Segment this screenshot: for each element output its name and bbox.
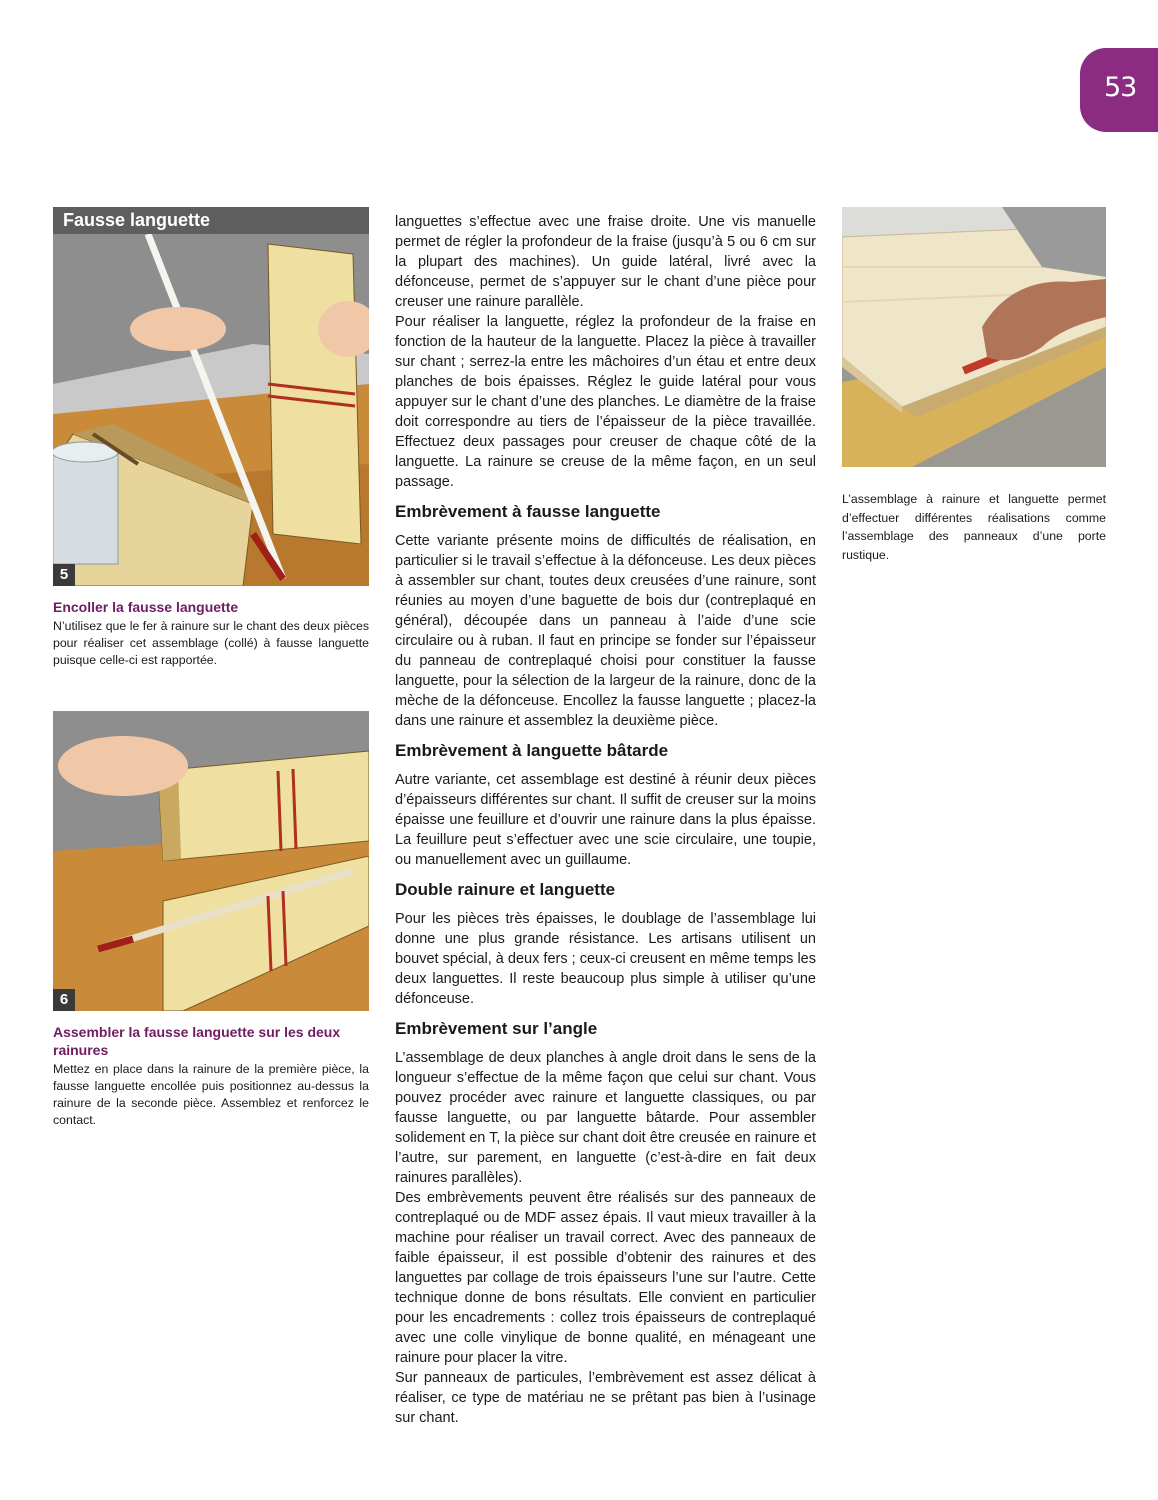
figure-6-number: 6 [53,989,75,1011]
figure-5-title: Encoller la fausse languette [53,599,239,615]
sidebar-box-title: Fausse languette [53,207,369,234]
figure-5-text: N’utilisez que le fer à rainure sur le chant des deux pièces pour réaliser cet assemblage (collé) à fausse languette puisque celle-ci est rapportée. [53,619,369,667]
paragraph-angle-2: Des embrèvements peuvent être réalisés sur des panneaux de contreplaqué ou de MDF assez épais. Il vaut mieux travailler à la machine pour réaliser un travail correct. Avec des panneaux de faible épaisseur, il est possible d’obtenir des rainures et des languettes par collage de trois épaisseurs l’une sur l’autre. Cette technique donne de bons résultats. Elle convient en particulier pour les encadrements : collez trois épaisseurs de contreplaqué avec une colle vinylique de bonne qualité, en ménageant une rainure pour placer la vitre. [395,1190,816,1366]
photo-caption: L’assemblage à rainure et languette permet d’effectuer différentes réalisations comme l’assemblage des panneaux d’une porte rustique. [842,492,1106,562]
intro-paragraph-2: Pour réaliser la languette, réglez la profondeur de la fraise en fonction de la hauteur de la languette. Placez la pièce à travailler sur chant ; serrez-la entre les mâchoires d’un étau et entre deux planches de bois épaisses. Réglez le guide latéral pour vous appuyer sur le chant d’une des planches. Le diamètre de la fraise doit correspondre au tiers de l’épaisseur de la pièce travaillée. Effectuez deux passages pour creuser de chaque côté de la languette. La rainure se creuse de la même façon, en un seul passage. [395,314,816,490]
figure-6-illustration [53,711,369,1011]
figure-6-title: Assembler la fausse languette sur les deux rainures [53,1024,341,1058]
intro-paragraph-1: languettes s’effectue avec une fraise droite. Une vis manuelle permet de régler la profondeur de la fraise (jusqu’à 5 ou 6 cm sur la plupart des machines). Un guide latéral, livré avec la défonceuse, permet de s’appuyer sur le chant d’une pièce pour creuser une rainure parallèle. [395,214,816,310]
heading-angle: Embrèvement sur l’angle [395,1019,598,1038]
glue-tongue-illustration-icon [53,234,369,586]
heading-double-rainure: Double rainure et languette [395,880,616,899]
tongue-groove-photo-icon [842,207,1106,467]
heading-fausse-languette: Embrèvement à fausse languette [395,502,661,521]
sidebar-box [53,207,369,1129]
assemble-tongue-illustration-icon [53,711,369,1011]
paragraph-languette-batarde: Autre variante, cet assemblage est destiné à réunir deux pièces d’épaisseurs différentes sur chant. Il suffit de creuser sur la moins épaisse une feuillure et d’ouvrir une rainure dans la plus épaisse. La feuillure peut s’effectuer avec une scie circulaire, une toupie, ou manuellement avec un guillaume. [395,772,816,868]
figure-5-number: 5 [53,564,75,586]
paragraph-angle-3: Sur panneaux de particules, l’embrèvement est assez délicat à réaliser, ce type de matériau ne se prêtant pas bien à l’usinage sur chant. [395,1370,816,1426]
heading-languette-batarde: Embrèvement à languette bâtarde [395,741,669,760]
main-article [395,212,816,1428]
right-photo-block [842,207,1106,564]
figure-5-illustration [53,234,369,586]
paragraph-angle-1: L’assemblage de deux planches à angle droit dans le sens de la longueur s’effectue de la même façon que celui sur chant. Vous pouvez procéder avec rainure et languette classiques, ou par fausse languette, ou par languette bâtarde. Pour assembler solidement en T, la pièce sur chant doit être creusée en rainure et l’autre, sur parement, en languette (c’est-à-dire en fait deux rainures parallèles). [395,1050,816,1186]
paragraph-fausse-languette: Cette variante présente moins de difficultés de réalisation, en particulier si le travail s’effectue à la défonceuse. Les deux pièces à assembler sur chant, toutes deux creusées d’une rainure, sont réunies au moyen d’une baguette de bois dur (contreplaqué en général), découpée dans un panneau à l’aide d’une scie circulaire ou à ruban. Il faut en principe se fonder sur l’épaisseur du panneau de contreplaqué choisi pour constituer la fausse languette, pour la sélection de la largeur de la rainure, donc de la mèche de la défonceuse. Encollez la fausse languette ; placez-la dans une rainure et assemblez la deuxième pièce. [395,533,816,729]
figure-6-text: Mettez en place dans la rainure de la première pièce, la fausse languette encollée puis positionnez au-dessus la rainure de la seconde pièce. Assemblez et renforcez le contact. [53,1062,369,1127]
paragraph-double-rainure: Pour les pièces très épaisses, le doublage de l’assemblage lui donne une plus grande résistance. Les artisans utilisent un bouvet spécial, à deux fers ; ceux-ci creusent en même temps les deux languettes. Il reste beaucoup plus simple à utiliser qu’une défonceuse. [395,911,816,1007]
page-number: 53 [1104,72,1137,103]
